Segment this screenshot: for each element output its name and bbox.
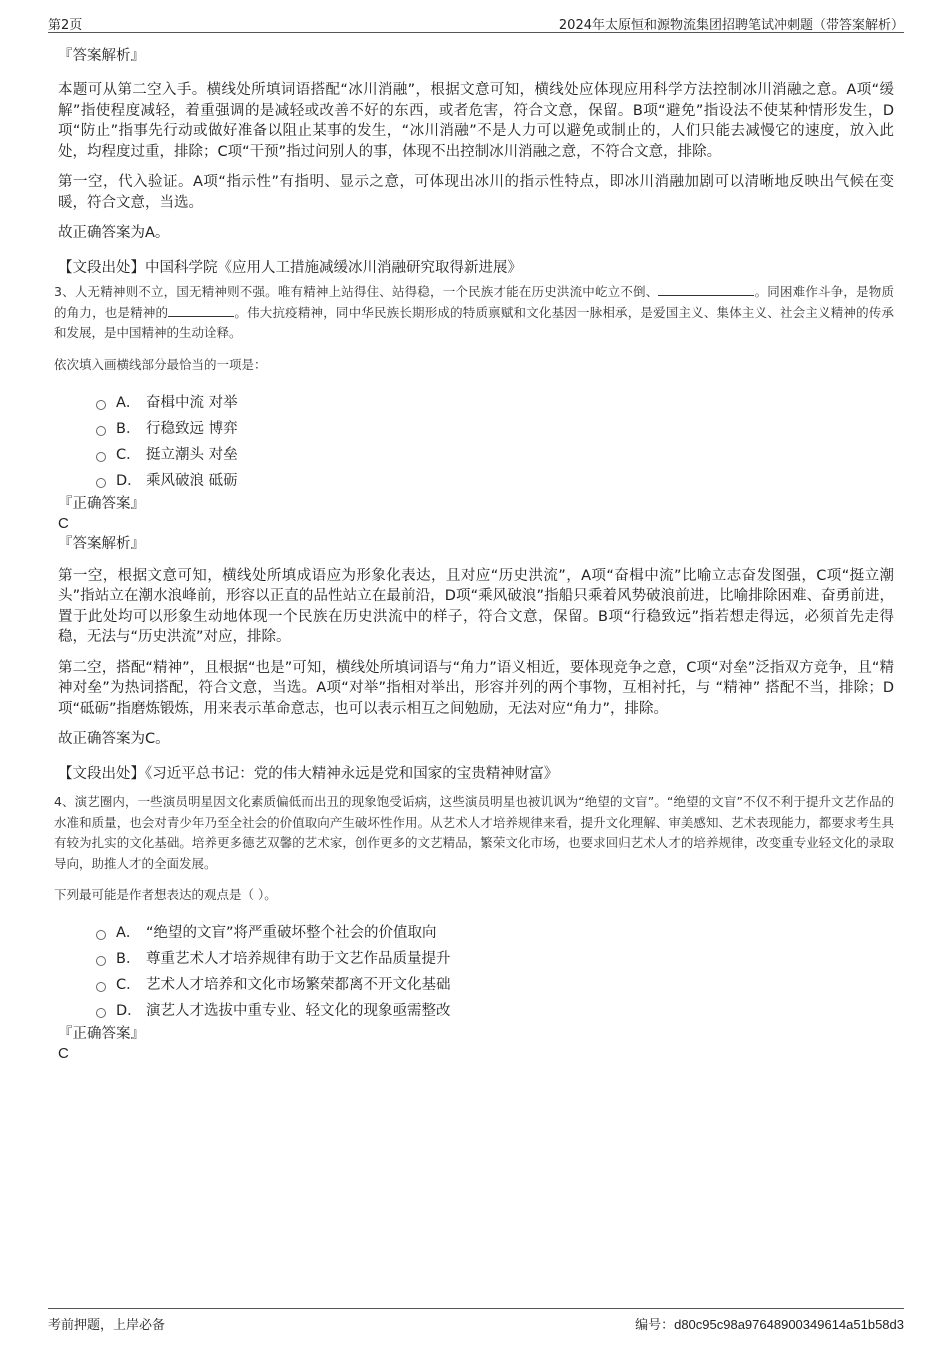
question-text: 。同困难作斗争，是物质的角力，也是精神的 — [54, 284, 894, 320]
page-number: 第2页 — [48, 18, 83, 33]
page-footer — [48, 1308, 904, 1331]
analysis-paragraph: 第一空，代入验证。A项“指示性”有指明、显示之意，可体现出冰川的指示性特点，即冰川消融加剧可以清晰地反映出气候在变暖，符合文意，当选。 — [58, 174, 894, 211]
passage-source: 【文段出处】中国科学院《应用人工措施减缓冰川消融研究取得新进展》 — [58, 259, 522, 276]
radio-button[interactable] — [96, 426, 106, 436]
analysis-paragraph: 第二空，搭配“精神”，且根据“也是”可知，横线处所填词语与“角力”语义相近，要体现竞争之意，C项“对垒”泛指双方竞争，且“精神对垒”为热词搭配，符合文意，当选。A项“对举”指相对举出，形容并列的两个事物，互相衬托，与 “精神” 搭配不当，排除；D项“砥砺”指磨炼锻炼，用来表示革命意志，也可以表示相互之间勉励，无法对应“角力”，排除。 — [58, 659, 894, 717]
option-d[interactable] — [96, 468, 894, 494]
question-text: 3、人无精神则不立，国无精神则不强。唯有精神上站得住、站得稳，一个民族才能在历史洪流中屹立不倒、 — [54, 284, 659, 299]
document-body — [54, 46, 894, 1064]
option-letter: B． — [116, 420, 141, 437]
question-stem: 4、演艺圈内，一些演员明星因文化素质偏低而出丑的现象饱受诟病，这些演员明星也被讥讽为“绝望的文盲”。“绝望的文盲”不仅不利于提升文艺作品的水准和质量，也会对青少年乃至全社会的价值取向产生破坏性作用。从艺术人才培养规律来看，提升文化理解、审美感知、艺术表现能力，都要求考生具有较为扎实的文化基础。培养更多德艺双馨的艺术家，创作更多的文艺精品，繁荣文化市场，也要求回归艺术人才的培养规律，改变重专业轻文化的录取导向，助推人才的全面发展。 — [54, 794, 894, 871]
page-header — [48, 12, 904, 33]
document-title: 2024年太原恒和源物流集团招聘笔试冲刺题（带答案解析） — [558, 18, 904, 33]
option-letter: C． — [116, 977, 141, 993]
option-c[interactable] — [96, 972, 894, 998]
analysis-paragraph: 本题可从第二空入手。横线处所填词语搭配“冰川消融”，根据文意可知，横线处应体现应用科学方法控制冰川消融之意。A项“缓解”指使程度减轻，着重强调的是减轻或改善不好的东西，或者危害，符合文意，保留。B项“避免”指设法不使某种情形发生，D项“防止”指事先行动或做好准备以阻止某事的发生，“冰川消融”不是人力可以避免或制止的，人们只能去减慢它的速度，放入此处，均程度过重，排除；C项“干预”指过问别人的事，体现不出控制冰川消融之意，不符合文意，排除。 — [58, 82, 894, 160]
option-a[interactable] — [96, 390, 894, 416]
correct-answer: C — [58, 514, 69, 532]
option-text: 挺立潮头 对垒 — [146, 446, 238, 463]
radio-button[interactable] — [96, 982, 106, 992]
option-b[interactable] — [96, 946, 894, 972]
option-text: “绝望的文盲”将严重破坏整个社会的价值取向 — [146, 925, 437, 941]
option-d[interactable] — [96, 998, 894, 1024]
radio-button[interactable] — [96, 930, 106, 940]
radio-button[interactable] — [96, 400, 106, 410]
code-label: 编号： — [635, 1318, 675, 1333]
option-a[interactable] — [96, 920, 894, 946]
radio-button[interactable] — [96, 956, 106, 966]
option-letter: B． — [116, 951, 141, 967]
answer-options — [58, 920, 894, 1024]
passage-source: 【文段出处】《习近平总书记：党的伟大精神永远是党和国家的宝贵精神财富》 — [58, 765, 559, 782]
question-text: 。伟大抗疫精神，同中华民族长期形成的特质禀赋和文化基因一脉相承，是爱国主义、集体主义、社会主义精神的传承和发展，是中国精神的生动诠释。 — [54, 304, 894, 340]
option-letter: D． — [116, 1003, 142, 1019]
fill-blank — [658, 283, 754, 296]
analysis-paragraph: 第一空，根据文意可知，横线处所填成语应为形象化表达，且对应“历史洪流”，A项“奋楫中流”比喻立志奋发图强，C项“挺立潮头”指站立在潮水浪峰前，形容以正直的品性站立在最前沿，D项“乘风破浪”指船只乘着风势破浪前进，比喻排除困难、奋勇前进，置于此处均可以形象生动地体现一个民族在历史洪流中的样子，符合文意，保留。B项“行稳致远”指若想走得远，必须首先走得稳，无法与“历史洪流”对应，排除。 — [58, 567, 894, 645]
option-letter: A． — [116, 925, 141, 941]
analysis-label: 『答案解析』 — [58, 48, 145, 64]
option-b[interactable] — [96, 416, 894, 442]
question-prompt: 依次填入画横线部分最恰当的一项是： — [54, 356, 267, 372]
answer-options — [58, 390, 894, 494]
code-value: d80c95c98a97648900349614a51b58d3 — [674, 1317, 904, 1332]
option-letter: C． — [116, 446, 141, 463]
radio-button[interactable] — [96, 452, 106, 462]
option-text: 乘风破浪 砥砺 — [146, 472, 238, 489]
analysis-conclusion: 故正确答案为A。 — [58, 225, 170, 241]
option-c[interactable] — [96, 442, 894, 468]
footer-slogan: 考前押题，上岸必备 — [48, 1318, 166, 1333]
question-prompt: 下列最可能是作者想表达的观点是（ ）。 — [54, 887, 277, 902]
document-code — [635, 1314, 904, 1333]
radio-button[interactable] — [96, 478, 106, 488]
radio-button[interactable] — [96, 1008, 106, 1018]
analysis-conclusion: 故正确答案为C。 — [58, 731, 170, 747]
option-text: 演艺人才选拔中重专业、轻文化的现象亟需整改 — [146, 1003, 451, 1019]
correct-answer: C — [58, 1045, 69, 1062]
correct-answer-label: 『正确答案』 — [58, 495, 145, 512]
option-text: 尊重艺术人才培养规律有助于文艺作品质量提升 — [146, 951, 451, 967]
option-text: 奋楫中流 对举 — [146, 394, 238, 411]
correct-answer-label: 『正确答案』 — [58, 1026, 145, 1042]
option-text: 行稳致远 博弈 — [146, 420, 238, 437]
fill-blank — [168, 304, 234, 317]
option-letter: D． — [116, 472, 142, 489]
option-text: 艺术人才培养和文化市场繁荣都离不开文化基础 — [146, 977, 451, 993]
option-letter: A． — [116, 394, 141, 411]
question-stem — [54, 282, 894, 344]
analysis-label: 『答案解析』 — [58, 535, 145, 552]
